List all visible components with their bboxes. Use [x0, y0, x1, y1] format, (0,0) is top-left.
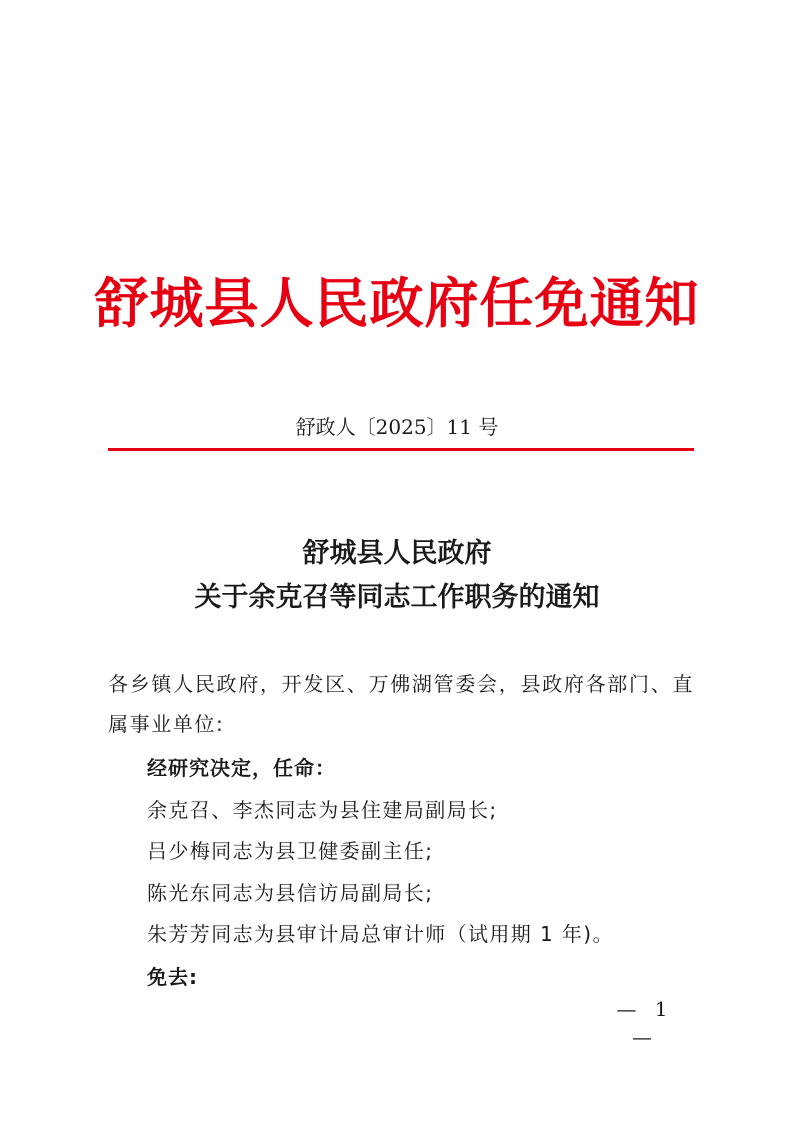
document-masthead: 舒城县人民政府任免通知 [94, 272, 700, 335]
page-number: — 1 — [616, 997, 674, 1049]
document-number: 舒政人〔2025〕11 号 [295, 415, 499, 439]
notice-title-line-1: 舒城县人民政府 [302, 538, 492, 569]
appointment-item: 吕少梅同志为县卫健委副主任; [147, 839, 434, 863]
appointment-item: 陈光东同志为县信访局副局长; [147, 881, 434, 905]
notice-title-line-2: 关于余克召等同志工作职务的通知 [194, 582, 600, 613]
red-divider-line [108, 448, 694, 451]
addressee-paragraph: 各乡镇人民政府，开发区、万佛湖管委会，县政府各部门、直属事业单位: [108, 672, 694, 736]
appointment-item: 余克召、李杰同志为县住建局副局长; [147, 798, 498, 822]
removal-heading: 免去: [147, 965, 198, 989]
decision-heading: 经研究决定，任命： [147, 756, 336, 780]
appointment-item: 朱芳芳同志为县审计局总审计师（试用期 1 年)。 [147, 922, 614, 946]
